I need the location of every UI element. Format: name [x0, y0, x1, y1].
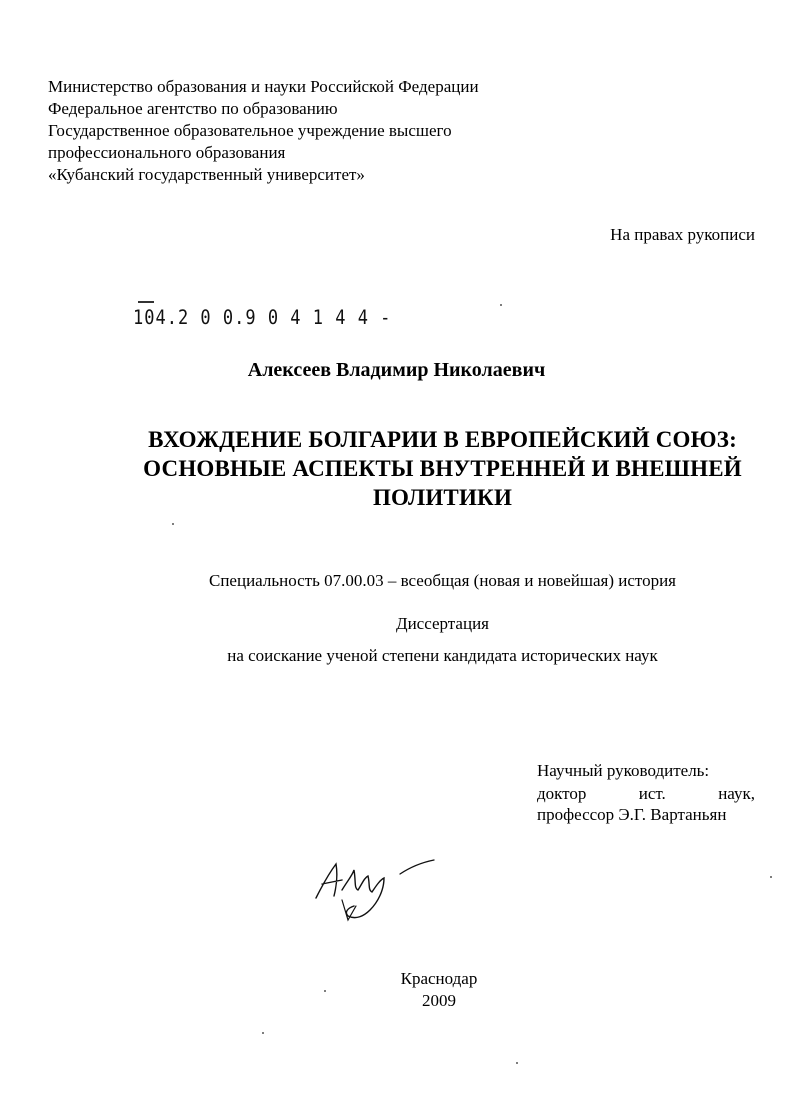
thesis-title-line-2: ОСНОВНЫЕ АСПЕКТЫ ВНУТРЕННЕЙ И ВНЕШНЕЙ: [143, 456, 742, 481]
institution-line-1: Государственное образовательное учреждение высшего: [48, 121, 452, 140]
scan-speck: [324, 990, 326, 992]
scan-speck: [770, 876, 772, 878]
scan-speck: [516, 1062, 518, 1064]
scan-speck: [262, 1032, 264, 1034]
thesis-title-line-3: ПОЛИТИКИ: [372, 485, 513, 510]
author-signature: [308, 850, 438, 925]
city: Краснодар: [400, 969, 478, 988]
dissertation-purpose: на соискание ученой степени кандидата исторических наук: [227, 646, 658, 665]
author-name: Алексеев Владимир Николаевич: [247, 359, 546, 381]
scan-speck: [172, 523, 174, 525]
thesis-title-line-1: ВХОЖДЕНИЕ БОЛГАРИИ В ЕВРОПЕЙСКИЙ СОЮЗ:: [148, 427, 737, 452]
university-name: «Кубанский государственный университет»: [48, 165, 365, 184]
specialty-line: Специальность 07.00.03 – всеобщая (новая и новейшая) история: [208, 571, 676, 590]
supervisor-degree-word-2: ист.: [638, 784, 666, 803]
supervisor-label: Научный руководитель:: [537, 761, 710, 780]
supervisor-degree-word-1: доктор: [537, 784, 587, 803]
dissertation-label: Диссертация: [395, 614, 489, 633]
agency-line: Федеральное агентство по образованию: [48, 99, 338, 118]
ministry-line: Министерство образования и науки Российской Федерации: [48, 77, 479, 96]
supervisor-degree: [537, 783, 755, 805]
library-stamp-number: 104.2 0 0.9 0 4 1 4 4 -: [133, 306, 392, 330]
manuscript-note: На правах рукописи: [610, 225, 755, 244]
stamp-mark: [138, 301, 154, 303]
supervisor-name: профессор Э.Г. Вартаньян: [537, 805, 727, 824]
supervisor-degree-word-3: наук,: [718, 784, 755, 803]
year: 2009: [422, 991, 456, 1010]
institution-line-2: профессионального образования: [48, 143, 286, 162]
scan-speck: [500, 304, 502, 306]
